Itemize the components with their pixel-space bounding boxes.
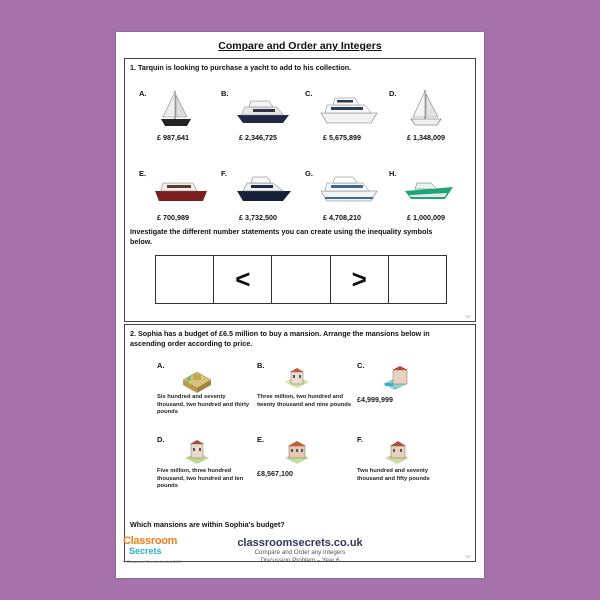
yacht-g: [305, 169, 385, 233]
yacht-price: £ 3,732,500: [239, 213, 277, 222]
mansion-price-text: Three million, two hundred and twenty thousand and nine pounds: [257, 394, 352, 408]
yacht-price: £ 1,348,009: [407, 133, 445, 142]
mansion-c: [357, 361, 457, 441]
yacht-letter: G.: [305, 169, 313, 178]
yacht-a: [139, 89, 219, 153]
yacht-letter: F.: [221, 169, 227, 178]
mansion-d: [157, 435, 257, 515]
question-2-panel: [124, 324, 476, 562]
motor-yacht-icon: [317, 89, 381, 129]
yacht-price: £ 987,641: [157, 133, 189, 142]
investigate-prompt: Investigate the different number statements you can create using the inequality symbols below.: [130, 227, 433, 246]
classroom-secrets-logo: Classroom Secrets: [123, 535, 178, 556]
mansion-icon: [279, 440, 315, 468]
speedboat-icon: [401, 169, 457, 209]
yacht-letter: C.: [305, 89, 313, 98]
mansion-price-text: Two hundred and seventy thousand and fifty pounds: [357, 468, 430, 482]
mansion-a: [157, 361, 257, 441]
question-1-prompt: 1. Tarquin is looking to purchase a yacht to add to his collection.: [130, 63, 352, 72]
yacht-d: [389, 89, 469, 153]
motor-yacht-icon: [233, 89, 293, 129]
footer-info: [200, 537, 400, 565]
question-1-panel: [124, 58, 476, 322]
sailboat-icon: [401, 89, 451, 129]
panel-tag: DP: [465, 554, 471, 559]
mansion-icon: [379, 366, 415, 394]
mansion-letter: A.: [157, 361, 165, 370]
mansion-icon: [279, 366, 315, 394]
mansion-price-text: Five million, three hundred thousand, two hundred and ten pounds: [157, 468, 244, 490]
yacht-price: £ 4,708,210: [323, 213, 361, 222]
yacht-price: £ 5,675,899: [323, 133, 361, 142]
sailboat-icon: [151, 89, 201, 129]
mansion-e: [257, 435, 357, 515]
yacht-c: [305, 89, 385, 153]
mansion-letter: E.: [257, 435, 265, 444]
yacht-price: £ 700,989: [157, 213, 189, 222]
mansion-icon: [179, 440, 215, 468]
mansion-price-text: Six hundred and seventy thousand, two hundred and thirty pounds: [157, 394, 250, 416]
yacht-letter: E.: [139, 169, 147, 178]
yacht-h: [389, 169, 469, 233]
mansion-icon: [379, 440, 415, 468]
mansion-icon: [179, 366, 215, 394]
answer-box[interactable]: [272, 256, 330, 303]
answer-box[interactable]: [389, 256, 446, 303]
yacht-b: [221, 89, 301, 153]
mansion-letter: D.: [157, 435, 165, 444]
yacht-letter: B.: [221, 89, 229, 98]
budget-question: Which mansions are within Sophia's budget?: [130, 520, 285, 529]
cruiser-icon: [151, 169, 211, 209]
motor-yacht-icon: [233, 169, 293, 209]
mansion-letter: B.: [257, 361, 265, 370]
mansion-letter: F.: [357, 435, 363, 444]
yacht-letter: D.: [389, 89, 397, 98]
worksheet: [116, 32, 484, 578]
yacht-letter: A.: [139, 89, 147, 98]
mansion-price-text: £8,567,100: [257, 469, 293, 478]
site-url[interactable]: classroomsecrets.co.uk: [237, 537, 363, 549]
yacht-letter: H.: [389, 169, 397, 178]
answer-box[interactable]: [156, 256, 214, 303]
less-than-symbol: <: [214, 256, 272, 303]
yacht-price: £ 1,000,009: [407, 213, 445, 222]
yacht-e: [139, 169, 219, 233]
mansion-f: [357, 435, 457, 515]
question-2-prompt: 2. Sophia has a budget of £6.5 million to buy a mansion. Arrange the mansions below in ascending order according to price.: [130, 329, 430, 348]
greater-than-symbol: >: [331, 256, 389, 303]
footer-level: Discussion Problem – Year 6: [260, 557, 340, 564]
mansion-b: [257, 361, 357, 441]
panel-tag: DP: [465, 314, 471, 319]
mansion-letter: C.: [357, 361, 365, 370]
inequality-boxes: [155, 255, 447, 304]
copyright-text: © Classroom Secrets Limited 2019: [123, 560, 182, 564]
yacht-f: [221, 169, 301, 233]
mansion-price-text: £4,999,999: [357, 395, 393, 404]
motor-yacht-icon: [317, 169, 381, 209]
footer-topic: Compare and Order any Integers: [254, 549, 346, 556]
yacht-price: £ 2,346,725: [239, 133, 277, 142]
worksheet-title: Compare and Order any Integers: [218, 40, 382, 52]
